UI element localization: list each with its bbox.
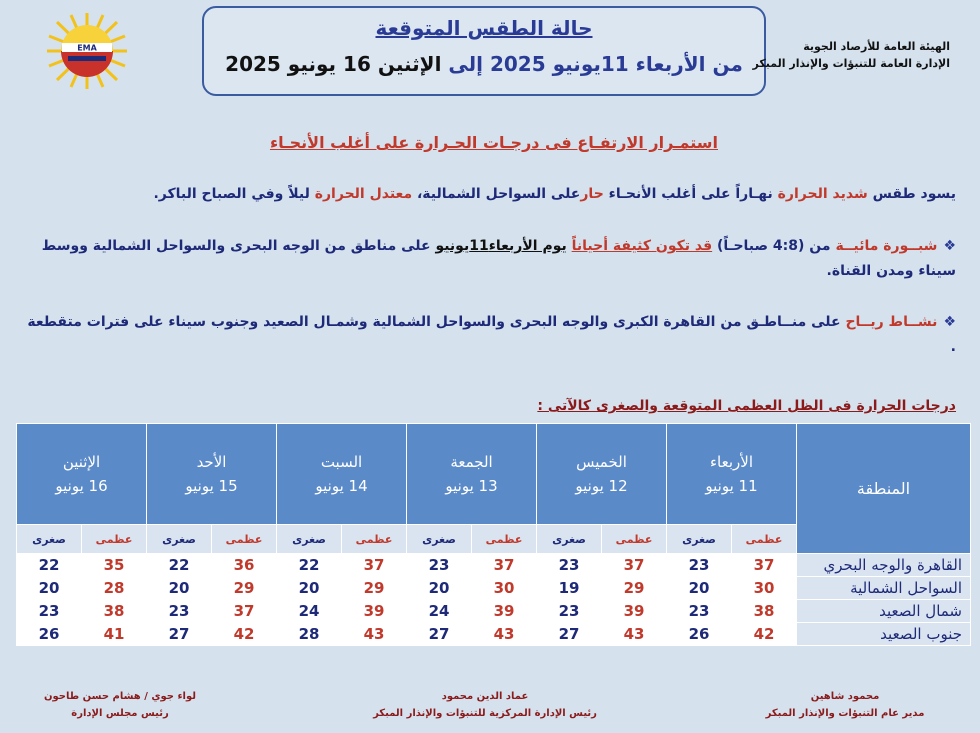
- day-date: 12 يونيو: [575, 477, 628, 495]
- p2-areas: على مناطق من الوجه البحرى والسواحل الشمالية ووسط سيناء ومدن القناة.: [41, 238, 956, 279]
- max-temp-cell: 29: [212, 577, 277, 600]
- table-title: درجات الحرارة فى الظل العظمى المتوقعة والصغرى كالآتى :: [537, 398, 956, 414]
- max-temp-cell: 37: [342, 554, 407, 577]
- day-date: 15 يونيو: [185, 477, 238, 495]
- p1-hot: حار: [580, 186, 604, 202]
- min-temp-cell: 20: [667, 577, 732, 600]
- day-header: [667, 424, 797, 525]
- ema-logo-icon: [38, 12, 136, 90]
- signature-name: عماد الدين محمود: [441, 691, 529, 702]
- max-temp-cell: 37: [212, 600, 277, 623]
- min-temp-cell: 24: [407, 600, 472, 623]
- region-cell: شمال الصعيد: [797, 600, 971, 623]
- max-label: عظمى: [602, 525, 667, 554]
- day-date: 16 يونيو: [55, 477, 108, 495]
- region-cell: جنوب الصعيد: [797, 623, 971, 646]
- signature-title: رئيس مجلس الإدارة: [71, 708, 169, 719]
- logo-text: EMA: [77, 43, 97, 53]
- min-temp-cell: 23: [407, 554, 472, 577]
- p2-dense: قد تكون كثيفة أحياناً: [571, 238, 713, 254]
- forecast-headline: استمـرار الارتفـاع فى درجـات الحـرارة على أغلب الأنحـاء: [269, 133, 718, 152]
- region-column-header: المنطقة: [797, 424, 971, 554]
- date-from: من الأربعاء 11يونيو 2025: [489, 52, 743, 76]
- min-temp-cell: 22: [17, 554, 82, 577]
- max-temp-cell: 38: [732, 600, 797, 623]
- max-label: عظمى: [732, 525, 797, 554]
- max-temp-cell: 39: [472, 600, 537, 623]
- min-temp-cell: 20: [407, 577, 472, 600]
- temperature-table: [16, 423, 971, 646]
- min-temp-cell: 20: [17, 577, 82, 600]
- max-temp-cell: 30: [472, 577, 537, 600]
- page-title: حالة الطقس المتوقعة: [375, 16, 593, 40]
- day-name: السبت: [320, 453, 363, 471]
- min-temp-cell: 23: [147, 600, 212, 623]
- min-temp-cell: 28: [277, 623, 342, 646]
- p2-time: من (4:8 صباحـاً): [712, 238, 836, 254]
- min-label: صغرى: [667, 525, 732, 554]
- day-header: [407, 424, 537, 525]
- max-temp-cell: 42: [732, 623, 797, 646]
- p3-areas: على منــاطـق من القاهرة الكبرى والوجه البحرى والسواحل الشمالية وشمـال الصعيد وجنوب سيناء على فترات متقطعة .: [27, 314, 956, 355]
- date-to: الإثنين 16 يونيو 2025: [225, 52, 442, 76]
- day-header: [537, 424, 667, 525]
- day-date: 11 يونيو: [705, 477, 758, 495]
- signature-chairman: [20, 688, 220, 722]
- day-name: الأحد: [196, 453, 227, 471]
- max-temp-cell: 39: [342, 600, 407, 623]
- forecast-period: [204, 52, 764, 76]
- min-temp-cell: 26: [17, 623, 82, 646]
- p1-text-e: على السواحل الشمالية،: [412, 186, 581, 202]
- max-label: عظمى: [472, 525, 537, 554]
- min-temp-cell: 20: [277, 577, 342, 600]
- min-temp-cell: 22: [147, 554, 212, 577]
- min-temp-cell: 23: [537, 600, 602, 623]
- min-temp-cell: 27: [147, 623, 212, 646]
- max-temp-cell: 37: [602, 554, 667, 577]
- day-header: [17, 424, 147, 525]
- p1-very-hot: شديد الحرارة: [777, 186, 868, 202]
- signature-title: رئيس الإدارة المركزية للتنبؤات والإنذار المبكر: [373, 708, 597, 719]
- max-temp-cell: 39: [602, 600, 667, 623]
- bullet-icon: ❖: [943, 314, 956, 330]
- signature-director: [730, 688, 960, 722]
- max-temp-cell: 43: [472, 623, 537, 646]
- min-label: صغرى: [17, 525, 82, 554]
- max-temp-cell: 29: [342, 577, 407, 600]
- day-name: الإثنين: [62, 453, 101, 471]
- table-row: [17, 600, 971, 623]
- max-label: عظمى: [82, 525, 147, 554]
- p1-text-c: نهـاراً على أغلب الأنحـاء: [603, 186, 778, 202]
- day-name: الجمعة: [450, 453, 493, 471]
- day-header: [277, 424, 407, 525]
- day-name: الأربعاء: [709, 453, 753, 471]
- max-temp-cell: 42: [212, 623, 277, 646]
- max-temp-cell: 43: [602, 623, 667, 646]
- min-label: صغرى: [537, 525, 602, 554]
- min-temp-cell: 22: [277, 554, 342, 577]
- signature-central-admin: [340, 688, 630, 722]
- min-label: صغرى: [147, 525, 212, 554]
- p3-wind: نشــاط ريــاح: [845, 314, 938, 330]
- day-date: 13 يونيو: [445, 477, 498, 495]
- region-cell: القاهرة والوجه البحري: [797, 554, 971, 577]
- max-temp-cell: 41: [82, 623, 147, 646]
- p2-fog: شبــورة مائيــة: [835, 238, 938, 254]
- table-row: [17, 554, 971, 577]
- table-row: [17, 623, 971, 646]
- p1-text-g: ليلاً وفي الصباح الباكر.: [153, 186, 315, 202]
- max-temp-cell: 38: [82, 600, 147, 623]
- region-cell: السواحل الشمالية: [797, 577, 971, 600]
- min-temp-cell: 19: [537, 577, 602, 600]
- max-temp-cell: 28: [82, 577, 147, 600]
- wind-paragraph: [26, 310, 956, 360]
- max-temp-cell: 30: [732, 577, 797, 600]
- min-temp-cell: 20: [147, 577, 212, 600]
- day-date: 14 يونيو: [315, 477, 368, 495]
- min-temp-cell: 26: [667, 623, 732, 646]
- min-label: صغرى: [407, 525, 472, 554]
- org-line-2: الإدارة العامة للتنبؤات والإنذار المبكر: [752, 57, 950, 70]
- min-temp-cell: 23: [667, 554, 732, 577]
- max-temp-cell: 37: [472, 554, 537, 577]
- min-temp-cell: 23: [17, 600, 82, 623]
- max-temp-cell: 29: [602, 577, 667, 600]
- header-box: [202, 6, 766, 96]
- table-row: [17, 577, 971, 600]
- min-temp-cell: 27: [537, 623, 602, 646]
- day-header: [147, 424, 277, 525]
- day-name: الخميس: [576, 453, 627, 471]
- p1-moderate: معتدل الحرارة: [314, 186, 413, 202]
- max-label: عظمى: [342, 525, 407, 554]
- min-temp-cell: 23: [537, 554, 602, 577]
- org-line-1: الهيئة العامة للأرصاد الجوية: [803, 40, 950, 53]
- max-label: عظمى: [212, 525, 277, 554]
- max-temp-cell: 37: [732, 554, 797, 577]
- max-temp-cell: 36: [212, 554, 277, 577]
- bullet-icon: ❖: [943, 238, 956, 254]
- max-temp-cell: 35: [82, 554, 147, 577]
- p1-text-a: يسود طقس: [867, 186, 956, 202]
- signature-name: لواء جوي / هشام حسن طاحون: [43, 691, 197, 702]
- min-temp-cell: 27: [407, 623, 472, 646]
- min-temp-cell: 23: [667, 600, 732, 623]
- date-separator: إلى: [448, 52, 483, 76]
- max-temp-cell: 43: [342, 623, 407, 646]
- weather-summary-paragraph: [26, 182, 956, 207]
- min-temp-cell: 24: [277, 600, 342, 623]
- signature-title: مدير عام التنبؤات والإنذار المبكر: [765, 708, 925, 719]
- fog-paragraph: [26, 234, 956, 284]
- p2-day: يوم الأربعاء11يونيو: [435, 238, 567, 254]
- min-label: صغرى: [277, 525, 342, 554]
- signature-name: محمود شاهين: [810, 691, 880, 702]
- organization-name: [750, 38, 950, 72]
